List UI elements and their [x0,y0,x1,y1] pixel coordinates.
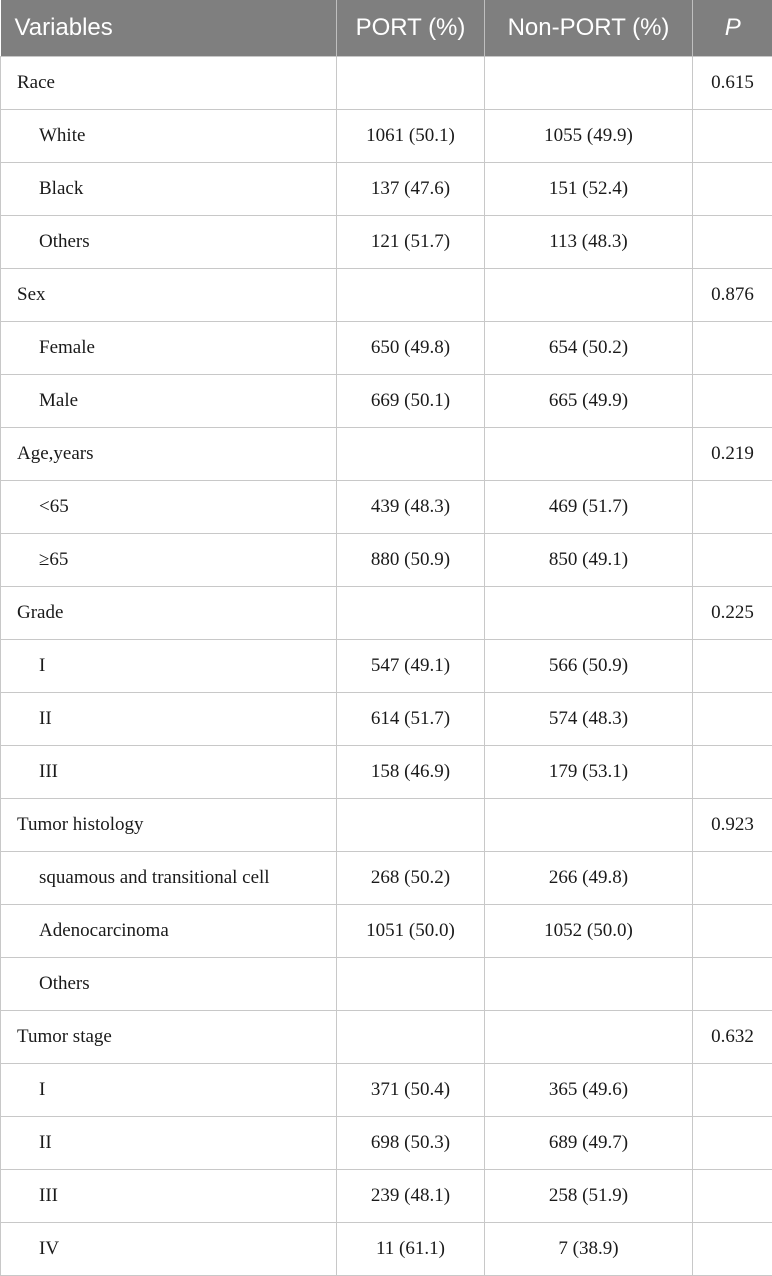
cell-p-value [693,851,772,904]
cell-variable: III [1,745,337,798]
cell-variable: Tumor histology [1,798,337,851]
table-row-sub [1,1063,772,1116]
table-row-sub [1,1116,772,1169]
table-row-sub [1,162,772,215]
cell-variable: Sex [1,268,337,321]
cell-variable: Race [1,56,337,109]
cell-port: 650 (49.8) [337,321,485,374]
cell-variable: I [1,639,337,692]
cell-variable: Female [1,321,337,374]
cell-port: 158 (46.9) [337,745,485,798]
table-header [1,0,772,56]
cell-nonport: 266 (49.8) [485,851,693,904]
cell-nonport: 1052 (50.0) [485,904,693,957]
table-row-sub [1,639,772,692]
cell-variable: III [1,1169,337,1222]
table-row-group [1,268,772,321]
cell-p-value [693,957,772,1010]
header-p-value: P [693,0,772,56]
cell-p-value [693,162,772,215]
cell-nonport [485,798,693,851]
cell-nonport: 365 (49.6) [485,1063,693,1116]
table-row-group [1,427,772,480]
cell-p-value [693,745,772,798]
cell-nonport: 113 (48.3) [485,215,693,268]
cell-port: 137 (47.6) [337,162,485,215]
cell-port [337,268,485,321]
cell-variable: Others [1,215,337,268]
cell-port: 239 (48.1) [337,1169,485,1222]
table-row-sub [1,109,772,162]
cell-port [337,798,485,851]
header-variables: Variables [1,0,337,56]
table-row-sub [1,480,772,533]
cell-p-value [693,215,772,268]
cell-port: 698 (50.3) [337,1116,485,1169]
cell-p-value [693,692,772,745]
cell-port: 669 (50.1) [337,374,485,427]
cell-port: 547 (49.1) [337,639,485,692]
cell-nonport [485,268,693,321]
table-body [1,56,772,1275]
cell-variable: II [1,692,337,745]
cell-variable: ≥65 [1,533,337,586]
cell-port: 268 (50.2) [337,851,485,904]
cell-nonport: 654 (50.2) [485,321,693,374]
cell-port [337,957,485,1010]
table-row-sub [1,374,772,427]
cell-port: 371 (50.4) [337,1063,485,1116]
cell-nonport: 1055 (49.9) [485,109,693,162]
cell-variable: Grade [1,586,337,639]
cell-p-value [693,480,772,533]
cell-port: 11 (61.1) [337,1222,485,1275]
header-row [1,0,772,56]
cell-port: 880 (50.9) [337,533,485,586]
cell-nonport [485,957,693,1010]
table-row-sub [1,692,772,745]
table-row-sub [1,904,772,957]
cell-nonport: 689 (49.7) [485,1116,693,1169]
cell-p-value: 0.225 [693,586,772,639]
cell-variable: Male [1,374,337,427]
cell-variable: I [1,1063,337,1116]
cell-p-value: 0.923 [693,798,772,851]
cell-p-value: 0.876 [693,268,772,321]
cell-port [337,56,485,109]
table-row-sub [1,1169,772,1222]
cell-p-value: 0.219 [693,427,772,480]
cell-nonport: 151 (52.4) [485,162,693,215]
cell-p-value [693,1222,772,1275]
table-row-group [1,798,772,851]
cell-nonport: 7 (38.9) [485,1222,693,1275]
cell-variable: IV [1,1222,337,1275]
header-nonport: Non-PORT (%) [485,0,693,56]
cell-port: 121 (51.7) [337,215,485,268]
cell-port [337,1010,485,1063]
cell-variable: Black [1,162,337,215]
cell-port [337,427,485,480]
cell-variable: White [1,109,337,162]
cell-p-value [693,1116,772,1169]
cell-variable: squamous and transitional cell [1,851,337,904]
cell-p-value [693,1063,772,1116]
cell-variable: Age,years [1,427,337,480]
cell-nonport: 469 (51.7) [485,480,693,533]
cell-variable: <65 [1,480,337,533]
cell-p-value: 0.615 [693,56,772,109]
cell-nonport: 258 (51.9) [485,1169,693,1222]
table-row-sub [1,321,772,374]
cell-port [337,586,485,639]
table-row-sub [1,1222,772,1275]
table-row-group [1,1010,772,1063]
cell-nonport [485,586,693,639]
table-row-sub [1,851,772,904]
cell-nonport: 566 (50.9) [485,639,693,692]
cell-nonport [485,1010,693,1063]
cell-p-value [693,321,772,374]
table-row-sub [1,745,772,798]
table-row-sub [1,533,772,586]
cell-p-value [693,1169,772,1222]
cell-nonport: 574 (48.3) [485,692,693,745]
cell-p-value: 0.632 [693,1010,772,1063]
table-row-sub [1,957,772,1010]
cell-variable: Others [1,957,337,1010]
header-port: PORT (%) [337,0,485,56]
cell-nonport: 665 (49.9) [485,374,693,427]
cell-p-value [693,374,772,427]
cell-port: 1061 (50.1) [337,109,485,162]
cell-port: 614 (51.7) [337,692,485,745]
cell-nonport: 179 (53.1) [485,745,693,798]
cell-port: 1051 (50.0) [337,904,485,957]
cell-p-value [693,904,772,957]
cell-p-value [693,639,772,692]
cell-nonport: 850 (49.1) [485,533,693,586]
cell-nonport [485,427,693,480]
cell-variable: Tumor stage [1,1010,337,1063]
cell-p-value [693,109,772,162]
cell-nonport [485,56,693,109]
table-row-group [1,56,772,109]
cell-port: 439 (48.3) [337,480,485,533]
cell-p-value [693,533,772,586]
cell-variable: Adenocarcinoma [1,904,337,957]
table-row-group [1,586,772,639]
table-row-sub [1,215,772,268]
cell-variable: II [1,1116,337,1169]
